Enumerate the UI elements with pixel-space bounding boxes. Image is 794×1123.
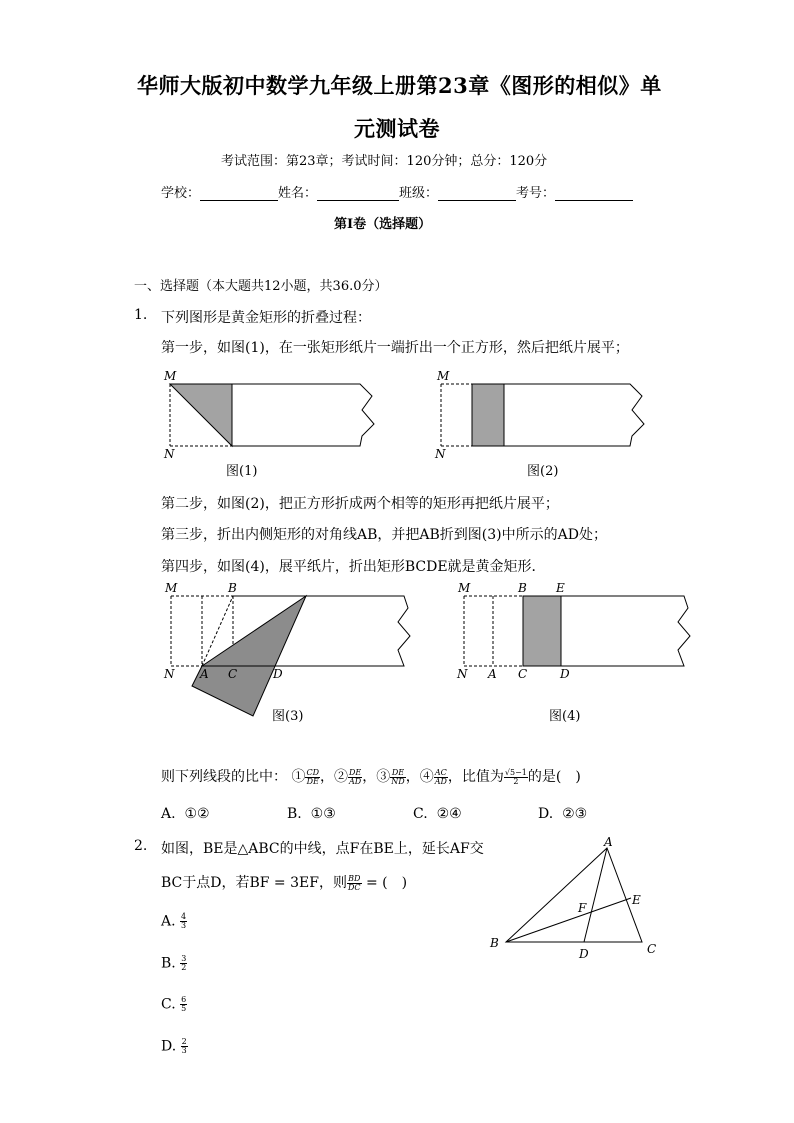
q2-line1: 如图，BE是△ABC的中线，点F在BE上，延长AF交: [161, 841, 484, 857]
fig4-label-b: B: [518, 581, 527, 595]
fig3-label-d: D: [273, 667, 283, 681]
fig4-label-e: E: [556, 581, 565, 595]
fig4-caption: 图(4): [549, 709, 581, 724]
fig2-label-m: M: [437, 369, 450, 383]
q2-ratio: $\frac{BD}{DC}$: [347, 873, 361, 892]
fig3-label-n: N: [164, 667, 175, 681]
fig3-label-m: M: [165, 581, 178, 595]
fig4-label-n: N: [457, 667, 468, 681]
q2-label-a: A: [604, 836, 613, 849]
fig2-label-n: N: [435, 447, 446, 461]
q2-label-e: E: [632, 893, 641, 907]
q1-ratio-prefix: 则下列线段的比中：: [161, 769, 287, 785]
number-blank[interactable]: [555, 186, 633, 201]
paper-title-line2: 元测试卷: [354, 116, 440, 141]
ratio-4: ④ $\frac{AC}{AD}$: [419, 767, 447, 786]
q2-label-c: C: [647, 942, 657, 956]
student-fields: [161, 182, 633, 201]
q2-option-a[interactable]: A. $\frac{4}{3}$: [161, 912, 187, 930]
volume-heading: 第I卷（选择题）: [334, 217, 432, 232]
school-label: 学校：: [161, 186, 201, 201]
q1-ratio-line: 则下列线段的比中： ① $\frac{CD}{DE}$ ，② $\frac{DE}{AD}$ ，③ $\frac{DE}{ND}$ ，④ $\frac{AC}{AD}$ ，比值为 $\frac{√5-1}{2}$ 的是( ): [161, 767, 581, 786]
fig4-label-m: M: [458, 581, 471, 595]
class-label: 班级：: [399, 186, 439, 201]
paper-title-line1: 华师大版初中数学九年级上册第23章《图形的相似》单: [137, 73, 662, 98]
fig3-label-b: B: [228, 581, 237, 595]
q2-label-d: D: [579, 947, 589, 961]
fig1-label-m: M: [164, 369, 177, 383]
q2-number: 2.: [134, 838, 148, 854]
exam-info: 考试范围：第23章；考试时间：120分钟；总分：120分: [221, 154, 548, 169]
q2-triangle-figure: [484, 836, 674, 966]
fig4-label-a: A: [488, 667, 497, 681]
q1-step1: 第一步，如图(1)，在一张矩形纸片一端折出一个正方形，然后把纸片展平；: [161, 340, 629, 356]
ratio-3: ③ $\frac{DE}{ND}$: [376, 767, 405, 786]
q1-number: 1.: [134, 307, 148, 323]
fig4-label-d: D: [560, 667, 570, 681]
q1-option-c[interactable]: C. ②④: [413, 806, 462, 822]
fig3-label-a: A: [200, 667, 209, 681]
q1-step4: 第四步，如图(4)，展平纸片，折出矩形BCDE就是黄金矩形．: [161, 559, 546, 575]
section-heading: 一、选择题（本大题共12小题，共36.0分）: [134, 279, 388, 294]
fig3-label-c: C: [228, 667, 238, 681]
q2-line2: BC于点D，若BF = 3EF，则 $\frac{BD}{DC}$ = ( ): [161, 873, 408, 892]
q1-figures-3-4: [158, 578, 698, 728]
fig1-caption: 图(1): [226, 464, 258, 479]
q1-step3: 第三步，折出内侧矩形的对角线AB，并把AB折到图(3)中所示的AD处；: [161, 527, 607, 543]
name-blank[interactable]: [317, 186, 399, 201]
q1-figures-1-2: [160, 366, 680, 481]
q2-label-b: B: [490, 936, 499, 950]
ratio-2: ② $\frac{DE}{AD}$: [334, 767, 362, 786]
name-label: 姓名：: [278, 186, 318, 201]
class-blank[interactable]: [438, 186, 516, 201]
q2-label-f: F: [578, 901, 587, 915]
q2-option-c[interactable]: C. $\frac{6}{5}$: [161, 995, 187, 1013]
number-label: 考号：: [516, 186, 556, 201]
fig4-label-c: C: [518, 667, 528, 681]
golden-ratio: $\frac{√5-1}{2}$: [504, 767, 527, 786]
figure-2: [434, 369, 644, 479]
fig3-caption: 图(3): [272, 709, 304, 724]
fig2-caption: 图(2): [527, 464, 559, 479]
figure-4: [456, 581, 690, 724]
fig1-label-n: N: [164, 447, 175, 461]
ratio-1: ① $\frac{CD}{DE}$: [291, 767, 319, 786]
q1-step2: 第二步，如图(2)，把正方形折成两个相等的矩形再把纸片展平；: [161, 496, 559, 512]
q1-option-b[interactable]: B. ①③: [287, 806, 336, 822]
q1-option-a[interactable]: A. ①②: [161, 806, 210, 822]
q2-option-d[interactable]: D. $\frac{2}{3}$: [161, 1037, 187, 1055]
figure-1: [163, 369, 374, 479]
q2-option-b[interactable]: B. $\frac{3}{2}$: [161, 954, 187, 972]
figure-3: [163, 581, 410, 724]
q1-option-d[interactable]: D. ②③: [538, 806, 588, 822]
school-blank[interactable]: [200, 186, 278, 201]
q1-stem: 下列图形是黄金矩形的折叠过程：: [161, 310, 371, 326]
